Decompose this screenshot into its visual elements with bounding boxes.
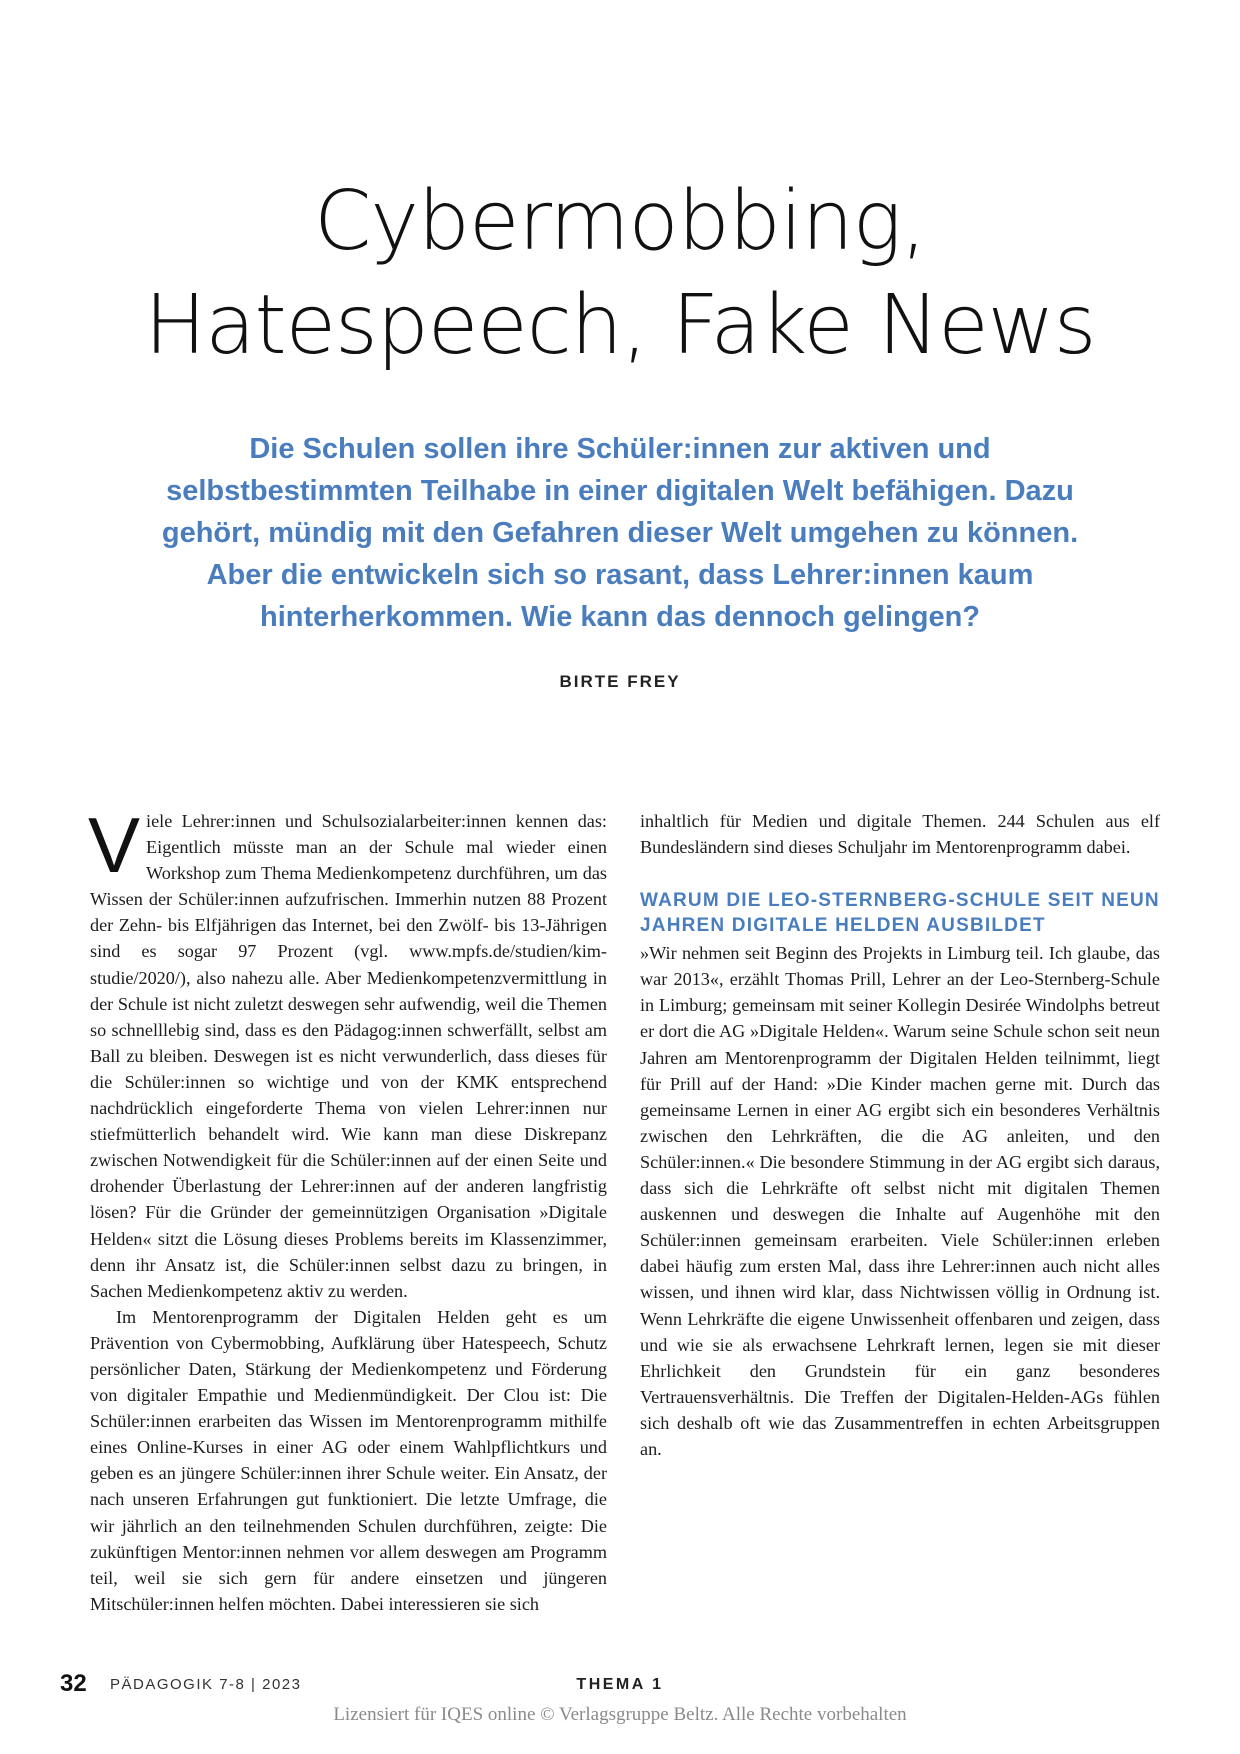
article-lead: Die Schulen sollen ihre Schüler:innen zur aktiven und selbstbestimmten Teilhabe in einer digitalen Welt befähigen. Dazu gehört, mündig mit den Gefahren dieser Welt umgehen zu können. Aber die entwickeln sich so rasant, dass Lehrer:innen kaum hinterherkommen. Wie kann das dennoch gelingen? (161, 433, 1079, 633)
page-number: 32 (60, 1670, 87, 1697)
article-title (0, 170, 1240, 378)
license-notice: Lizensiert für IQES online © Verlagsgruppe Beltz. Alle Rechte vorbehalten (333, 1704, 907, 1725)
body-paragraph-2: Im Mentorenprogramm der Digitalen Helden geht es um Prävention von Cybermobbing, Aufklärung über Hatespeech, Schutz persönlicher Daten, Stärkung der Medienkompetenz und Förderung von digitaler Empathie und Medienmündigkeit. Der Clou ist: Die Schüler:innen erarbeiten das Wissen im Mentorenprogramm mithilfe eines Online-Kurses in einer AG oder einem Wahlpflichtkurs und geben es an jüngere Schüler:innen ihrer Schule weiter. Ein Ansatz, der nach unseren Erfahrungen gut funktioniert. Die letzte Umfrage, die wir jährlich an den teilnehmenden Schulen durchführen, zeigte: Die zukünftigen Mentor:innen nehmen vor allem deswegen am Programm teil, weil sie sich gern für andere einsetzen und jüngeren Mitschüler:innen helfen möchten. Dabei interessieren sie sich (90, 1306, 607, 1614)
body-paragraph-1 (88, 801, 607, 1304)
drop-cap: V (88, 801, 141, 889)
body-column-left (88, 801, 607, 1617)
section-label: THEMA 1 (576, 1676, 664, 1693)
title-line-2: Hatespeech, Fake News (144, 278, 1096, 373)
body-column-right (640, 808, 1160, 1462)
title-line-1: Cybermobbing, (314, 174, 926, 269)
article-author: BIRTE FREY (559, 672, 681, 691)
body-paragraph-1-text: iele Lehrer:innen und Schulsozialarbeiter:innen kennen das: Eigentlich müsste man an der Schule mal wieder einen Workshop zum Thema Medienkompetenz durchführen, um das Wissen der Schüler:innen aufzufrischen. Immerhin nutzen 88 Prozent der Zehn- bis Elfjährigen das Internet, bei den Zwölf- bis 13-Jährigen sind es sogar 97 Prozent (vgl. www.mpfs.de/studien/kim-studie/2020/), also nahezu alle. Aber Medienkompetenzvermittlung in der Schule ist nicht zuletzt deswegen sehr aufwendig, weil die Themen so schnelllebig sind, dass es den Pädagog:innen schwerfällt, selbst am Ball zu bleiben. Deswegen ist es nicht verwunderlich, dass dieses für die Schüler:innen so wichtige und von der KMK entsprechend nachdrücklich eingeforderte Thema von vielen Lehrer:innen nur stiefmütterlich behandelt wird. Wie kann man diese Diskrepanz zwischen Notwendigkeit für die Schüler:innen auf der einen Seite und drohender Überlastung der Lehrer:innen auf der anderen langfristig lösen? Für die Gründer der gemeinnützigen Organisation »Digitale Helden« sitzt die Lösung dieses Problems bereits im Klassenzimmer, denn ihr Ansatz ist, die Schüler:innen selbst dazu zu bringen, in Sachen Medienkompetenz aktiv zu werden. (90, 811, 607, 1301)
magazine-issue: PÄDAGOGIK 7-8 | 2023 (110, 1676, 302, 1693)
body-paragraph-2-continued: inhaltlich für Medien und digitale Themen. 244 Schulen aus elf Bundesländern sind dieses Schuljahr im Mentorenprogramm dabei. (640, 811, 1160, 858)
section-subheading: WARUM DIE LEO-STERNBERG-SCHULE SEIT NEUN JAHREN DIGITALE HELDEN AUSBILDET (640, 890, 1160, 937)
body-paragraph-3: »Wir nehmen seit Beginn des Projekts in Limburg teil. Ich glaube, das war 2013«, erzählt Thomas Prill, Lehrer an der Leo-Sternberg-Schule in Limburg; gemeinsam mit seiner Kollegin Desirée Windolphs betreut er dort die AG »Digitale Helden«. Warum seine Schule schon seit neun Jahren am Mentorenprogramm der Digitalen Helden teilnimmt, liegt für Prill auf der Hand: »Die Kinder machen gerne mit. Durch das gemeinsame Lernen in einer AG ergibt sich ein besonderes Verhältnis zwischen den Lehrkräften, die die AG anleiten, und den Schüler:innen.« Die besondere Stimmung in der AG ergibt sich daraus, dass sich die Lehrkräfte oft selbst nicht mit digitalen Themen auskennen und deswegen die Inhalte auf Augenhöhe mit den Schüler:innen gemeinsam erarbeiten. Viele Schüler:innen erleben dabei häufig zum ersten Mal, dass ihre Lehrer:innen auch nicht alles wissen, und ihnen wird klar, dass Nichtwissen völlig in Ordnung ist. Wenn Lehrkräfte die eigene Unwissenheit offenbaren und zeigen, dass und wie sie als erwachsene Lehrkraft lernen, legen sie mit dieser Ehrlichkeit den Grundstein für ein ganz besonderes Vertrauensverhältnis. Die Treffen der Digitalen-Helden-AGs fühlen sich deshalb oft wie das Zusammentreffen in echten Arbeitsgruppen an. (640, 943, 1160, 1459)
